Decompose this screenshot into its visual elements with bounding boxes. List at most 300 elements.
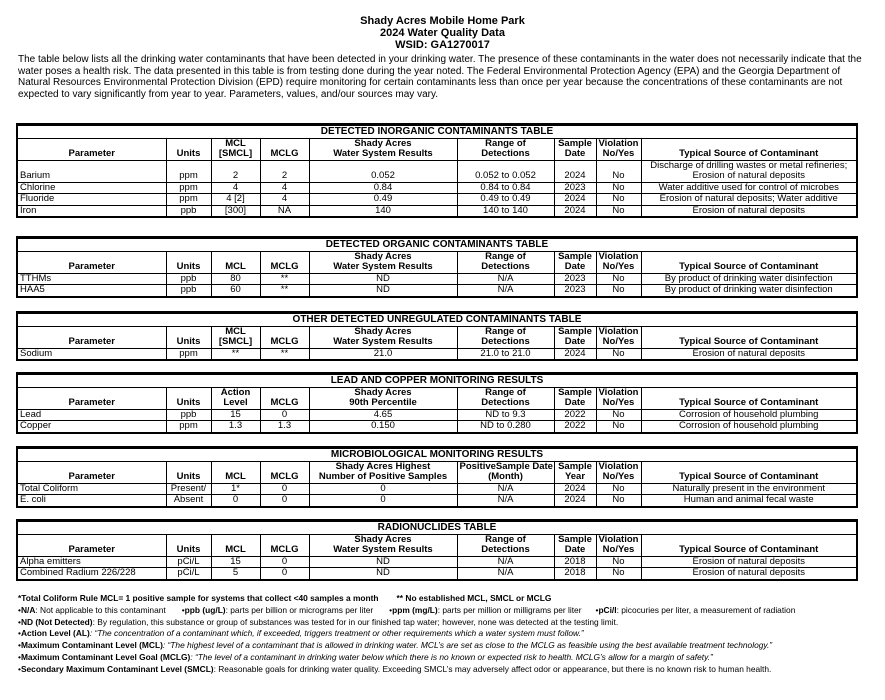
nd-text: : By regulation, this substance or group of substances was tested for in our finished tap water; however, none was detected at the testing limit. (92, 616, 619, 627)
column-header (166, 387, 211, 409)
ppm-text: : parts per million or milligrams per liter (437, 604, 582, 615)
table-cell: ND (309, 273, 457, 285)
column-header-line: Detections (481, 544, 530, 555)
column-header (166, 251, 211, 273)
mclg-text: : “The level of a contaminant in drinking water below which there is no known or expected risk to health. MCLG’s allow for a margin of safety.” (190, 651, 713, 662)
column-header (596, 138, 641, 160)
column-header-line: PositiveSample Date (459, 461, 553, 472)
column-header (309, 387, 457, 409)
table-row (18, 483, 856, 495)
column-header-line: Violation (598, 326, 639, 337)
table-cell: 15 (211, 409, 260, 421)
table-cell: 140 to 140 (457, 205, 554, 216)
column-header (211, 387, 260, 409)
column-header-line: Parameter (68, 397, 115, 408)
column-header-line: Date (564, 336, 586, 347)
table-cell: 0.84 to 0.84 (457, 182, 554, 194)
al-text: : “The concentration of a contaminant which, if exceeded, triggers treatment or other requirements which a water system must follow.” (89, 628, 584, 639)
column-header (641, 326, 856, 348)
footnote-mcl: •Maximum Contaminant Level (MCL): “The highest level of a contaminant that is allowed in drinking water. MCL’s are set as close to the MCLG as feasible using the best available treatment technology.” (18, 640, 773, 651)
column-header-line: Violation (598, 387, 639, 398)
column-header (309, 138, 457, 160)
mclg-label: Maximum Contaminant Level Goal (MCLG) (20, 651, 191, 662)
table-row (18, 421, 856, 432)
column-header (641, 387, 856, 409)
table-cell: 0 (260, 556, 309, 568)
table-cell: 2022 (554, 409, 596, 421)
table-row (18, 194, 856, 206)
table-cell: 2024 (554, 205, 596, 216)
column-header-line: Water System Results (333, 261, 433, 272)
column-header (596, 251, 641, 273)
column-header (309, 326, 457, 348)
table-cell: No (596, 205, 641, 216)
column-header (457, 534, 554, 556)
column-header (554, 138, 596, 160)
column-header-line: Sample (558, 387, 592, 398)
column-header-line: Parameter (68, 148, 115, 159)
radionuclides-table (16, 519, 858, 581)
table-cell: ND to 9.3 (457, 409, 554, 421)
table-cell: 0.49 to 0.49 (457, 194, 554, 206)
microbiological-table (16, 446, 858, 508)
table-cell: ppm (166, 182, 211, 194)
footnote-smcl: •Secondary Maximum Contaminant Level (SMCL): Reasonable goals for drinking water quality. Exceeding SMCL’s may adversely affect odor or appearance, but there is no known risk to human health. (18, 663, 772, 674)
footnote-nd: •ND (Not Detected): By regulation, this substance or group of substances was tested for in our finished tap water; however, none was detected at the testing limit. (18, 616, 619, 627)
table-cell: 21.0 (309, 348, 457, 359)
column-header-line: Range of (485, 534, 526, 545)
column-header-line: Typical Source of Contaminant (679, 397, 819, 408)
na-text: : Not applicable to this contaminant (35, 604, 166, 615)
table-row (18, 273, 856, 285)
column-header (457, 461, 554, 483)
column-header (260, 138, 309, 160)
column-header-line: Typical Source of Contaminant (679, 471, 819, 482)
column-header (309, 251, 457, 273)
column-header (18, 251, 166, 273)
table-cell: Lead (18, 409, 166, 421)
column-header-line: MCL (225, 261, 246, 272)
table-cell: No (596, 421, 641, 432)
organic-table (16, 236, 858, 298)
table-cell: Total Coliform (18, 483, 166, 495)
column-header (554, 251, 596, 273)
column-header-line: Sample (558, 138, 592, 149)
column-header-line: No/Yes (602, 261, 635, 272)
column-header (457, 251, 554, 273)
table-cell: Erosion of natural deposits (641, 568, 856, 579)
column-header (641, 138, 856, 160)
table-cell: 140 (309, 205, 457, 216)
table-cell: By product of drinking water disinfection (641, 273, 856, 285)
column-header (596, 326, 641, 348)
column-header-line: No/Yes (602, 471, 635, 482)
table-cell: Naturally present in the environment (641, 483, 856, 495)
table-cell: 4 (260, 194, 309, 206)
column-header-line: MCLG (270, 471, 299, 482)
table-cell: Water additive used for control of microbes (641, 182, 856, 194)
column-header (457, 326, 554, 348)
column-header-line: Water System Results (333, 148, 433, 159)
no-established-note: ** No established MCL, SMCL or MCLG (396, 593, 552, 603)
nd-label: ND (Not Detected) (20, 616, 93, 627)
table-cell: Barium (18, 160, 166, 182)
table-cell: ND (309, 556, 457, 568)
column-header-line: Date (564, 261, 586, 272)
column-header-line: No/Yes (602, 397, 635, 408)
table-cell: 2022 (554, 421, 596, 432)
column-header-line: Shady Acres (354, 387, 412, 398)
column-header-line: Water System Results (333, 336, 433, 347)
table-row (18, 348, 856, 359)
table-cell: Fluoride (18, 194, 166, 206)
column-header (211, 326, 260, 348)
table-cell: No (596, 273, 641, 285)
wsid: WSID: GA1270017 (395, 39, 490, 51)
column-header (309, 534, 457, 556)
table-cell: Alpha emitters (18, 556, 166, 568)
column-header (211, 461, 260, 483)
column-header-line: Violation (598, 461, 639, 472)
column-header-line: No/Yes (602, 336, 635, 347)
table-cell: No (596, 160, 641, 182)
column-header (596, 387, 641, 409)
column-header-line: Shady Acres (354, 534, 412, 545)
table-cell: 0 (309, 495, 457, 506)
table-cell: ppb (166, 285, 211, 296)
column-header (18, 326, 166, 348)
column-header (18, 461, 166, 483)
column-header-line: Shady Acres Highest (335, 461, 431, 472)
table-title: DETECTED INORGANIC CONTAMINANTS TABLE (18, 126, 856, 139)
table-title: RADIONUCLIDES TABLE (18, 522, 856, 535)
table-cell: ** (260, 273, 309, 285)
column-header-line: Typical Source of Contaminant (679, 336, 819, 347)
footnote-al: •Action Level (AL): “The concentration of a contaminant which, if exceeded, triggers treatment or other requirements which a water system must follow.” (18, 628, 584, 639)
column-header (641, 534, 856, 556)
table-row (18, 495, 856, 506)
table-cell: 0 (260, 483, 309, 495)
table-cell: 0 (260, 495, 309, 506)
column-header-line: Sample (558, 326, 592, 337)
table-cell: Erosion of natural deposits (641, 348, 856, 359)
column-header (211, 138, 260, 160)
column-header-line: Level (223, 397, 248, 408)
table-cell: 21.0 to 21.0 (457, 348, 554, 359)
column-header (641, 461, 856, 483)
column-header-line: Sample (558, 534, 592, 545)
column-header-line: Shady Acres (354, 251, 412, 262)
column-header-line: Units (176, 148, 201, 159)
table-cell: E. coli (18, 495, 166, 506)
table-cell: ** (260, 348, 309, 359)
table-cell: ppm (166, 348, 211, 359)
table-cell: [300] (211, 205, 260, 216)
table-cell: No (596, 194, 641, 206)
table-title: MICROBIOLOGICAL MONITORING RESULTS (18, 449, 856, 462)
table-cell: N/A (457, 285, 554, 296)
lead-copper-table (16, 372, 858, 434)
column-header-line: Violation (598, 138, 639, 149)
table-cell: No (596, 348, 641, 359)
table-cell: ** (260, 285, 309, 296)
table-cell: No (596, 182, 641, 194)
table-cell: 0 (211, 495, 260, 506)
column-header-line: Number of Positive Samples (318, 471, 448, 482)
table-cell: 4.65 (309, 409, 457, 421)
column-header-line: [SMCL] (218, 148, 253, 159)
column-header (554, 387, 596, 409)
column-header-line: MCLG (270, 397, 299, 408)
column-header-line: Typical Source of Contaminant (679, 261, 819, 272)
column-header (166, 138, 211, 160)
column-header-line: Violation (598, 251, 639, 262)
table-cell: No (596, 568, 641, 579)
table-cell: Corrosion of household plumbing (641, 409, 856, 421)
table-row (18, 285, 856, 296)
column-header-line: Action (220, 387, 251, 398)
column-header-line: Violation (598, 534, 639, 545)
table-cell: 15 (211, 556, 260, 568)
column-header-line: Shady Acres (354, 138, 412, 149)
column-header (554, 534, 596, 556)
footnote-line-1 (18, 593, 868, 605)
table-cell: ** (211, 348, 260, 359)
table-cell: 2 (260, 160, 309, 182)
column-header-line: Range of (485, 387, 526, 398)
column-header (457, 387, 554, 409)
table-cell: N/A (457, 273, 554, 285)
ppb-text: : parts per billion or micrograms per liter (225, 604, 374, 615)
column-header-line: Typical Source of Contaminant (679, 148, 819, 159)
coliform-rule-note: *Total Coliform Rule MCL= 1 positive sample for systems that collect <40 samples a month (18, 593, 379, 603)
table-cell: N/A (457, 495, 554, 506)
table-title: DETECTED ORGANIC CONTAMINANTS TABLE (18, 239, 856, 252)
table-row (18, 182, 856, 194)
column-header-line: Sample (558, 461, 592, 472)
mcl-text: : “The highest level of a contaminant that is allowed in drinking water. MCL’s are set as close to the MCLG as feasible using the best available treatment technology.” (162, 640, 773, 651)
table-cell: 2023 (554, 285, 596, 296)
column-header (211, 534, 260, 556)
table-row (18, 409, 856, 421)
table-cell: 0 (260, 568, 309, 579)
table-cell: Combined Radium 226/228 (18, 568, 166, 579)
table-cell: N/A (457, 483, 554, 495)
table-cell: 4 [2] (211, 194, 260, 206)
column-header-line: MCL (225, 544, 246, 555)
table-cell: pCi/L (166, 568, 211, 579)
table-cell: ppb (166, 409, 211, 421)
column-header-line: Shady Acres (354, 326, 412, 337)
column-header-line: 90th Percentile (349, 397, 417, 408)
table-cell: 2024 (554, 495, 596, 506)
column-header-line: MCLG (270, 261, 299, 272)
column-header-line: Units (176, 261, 201, 272)
column-header (554, 461, 596, 483)
table-cell: N/A (457, 556, 554, 568)
mcl-label: Maximum Contaminant Level (MCL) (20, 640, 163, 651)
column-header-line: Date (564, 148, 586, 159)
column-header-line: MCL (225, 471, 246, 482)
column-header (596, 461, 641, 483)
table-cell: No (596, 409, 641, 421)
table-cell: 2024 (554, 160, 596, 182)
table-cell: No (596, 483, 641, 495)
column-header-line: Units (176, 397, 201, 408)
column-header-line: Range of (485, 326, 526, 337)
table-cell: Copper (18, 421, 166, 432)
table-cell: N/A (457, 568, 554, 579)
column-header (309, 461, 457, 483)
column-header-line: Detections (481, 261, 530, 272)
table-cell: ND (309, 285, 457, 296)
column-header (211, 251, 260, 273)
ppb-label: ppb (ug/L) (184, 604, 226, 615)
table-cell: Erosion of natural deposits (641, 205, 856, 216)
ppm-label: ppm (mg/L) (392, 604, 438, 615)
footnote-units: •N/A: Not applicable to this contaminant •ppb (ug/L): parts per billion or micrograms per liter •ppm (mg/L): parts per million or milligrams per liter •pCi/l: picocuries per liter, a measurement of radiation (18, 604, 796, 615)
column-header (641, 251, 856, 273)
table-cell: No (596, 285, 641, 296)
column-header-line: Sample (558, 251, 592, 262)
column-header-line: MCL (225, 138, 246, 149)
pci-text: : picocuries per liter, a measurement of radiation (616, 604, 796, 615)
table-cell: 80 (211, 273, 260, 285)
table-cell: Chlorine (18, 182, 166, 194)
table-cell: 0.49 (309, 194, 457, 206)
column-header-line: Parameter (68, 544, 115, 555)
column-header (18, 138, 166, 160)
column-header-line: Detections (481, 336, 530, 347)
column-header-line: Units (176, 471, 201, 482)
column-header-line: Units (176, 544, 201, 555)
table-cell: 0.052 to 0.052 (457, 160, 554, 182)
table-cell: Iron (18, 205, 166, 216)
table-cell: HAA5 (18, 285, 166, 296)
report-title: 2024 Water Quality Data (380, 27, 505, 39)
column-header (554, 326, 596, 348)
table-cell: 2023 (554, 182, 596, 194)
table-cell: ND (309, 568, 457, 579)
table-cell: 1* (211, 483, 260, 495)
table-cell: 4 (260, 182, 309, 194)
column-header-line: (Month) (488, 471, 523, 482)
column-header-line: Detections (481, 148, 530, 159)
column-header (260, 387, 309, 409)
footnote-mclg: •Maximum Contaminant Level Goal (MCLG): “The level of a contaminant in drinking water below which there is no known or expected risk to health. MCLG’s allow for a margin of safety.” (18, 651, 713, 662)
column-header (457, 138, 554, 160)
column-header-line: Range of (485, 251, 526, 262)
table-title: LEAD AND COPPER MONITORING RESULTS (18, 375, 856, 388)
column-header (260, 251, 309, 273)
column-header (260, 461, 309, 483)
table-cell: 1.3 (211, 421, 260, 432)
column-header-line: Date (564, 544, 586, 555)
table-cell: 2023 (554, 273, 596, 285)
table-cell: No (596, 556, 641, 568)
table-cell: ppm (166, 421, 211, 432)
column-header-line: No/Yes (602, 544, 635, 555)
column-header-line: No/Yes (602, 148, 635, 159)
column-header-line: Date (564, 397, 586, 408)
table-cell: 0.052 (309, 160, 457, 182)
table-cell: 2018 (554, 568, 596, 579)
table-cell: 0 (260, 409, 309, 421)
column-header (596, 534, 641, 556)
table-cell: 60 (211, 285, 260, 296)
table-cell: ND to 0.280 (457, 421, 554, 432)
column-header (260, 326, 309, 348)
table-cell: NA (260, 205, 309, 216)
table-cell: Discharge of drilling wastes or metal refineries; Erosion of natural deposits (641, 160, 856, 182)
table-cell: 1.3 (260, 421, 309, 432)
column-header (166, 534, 211, 556)
table-cell: 5 (211, 568, 260, 579)
table-title: OTHER DETECTED UNREGULATED CONTAMINANTS TABLE (18, 314, 856, 327)
column-header-line: Parameter (68, 471, 115, 482)
table-cell: Sodium (18, 348, 166, 359)
table-cell: ppm (166, 160, 211, 182)
column-header (166, 461, 211, 483)
table-cell: pCi/L (166, 556, 211, 568)
column-header-line: Parameter (68, 261, 115, 272)
table-cell: 2024 (554, 483, 596, 495)
table-row (18, 160, 856, 182)
table-cell: TTHMs (18, 273, 166, 285)
column-header-line: MCLG (270, 148, 299, 159)
table-cell: 0.150 (309, 421, 457, 432)
inorganic-table (16, 123, 858, 218)
table-cell: Erosion of natural deposits; Water additive (641, 194, 856, 206)
column-header-line: MCLG (270, 336, 299, 347)
intro-paragraph: The table below lists all the drinking water contaminants that have been detected in your drinking water. The presence of these contaminants in the water does not necessarily indicate that the water poses a health risk. The data presented in this table is from testing done during the year noted. The Federal Environmental Protection Agency (EPA) and the Georgia Department of Natural Resources Environmental Protection Division (EPD) require monitoring for certain contaminants less than once per year because the concentrations of these contaminants are not expected to vary significantly from year to year. Parameters, values, and/our sources may vary. (18, 54, 862, 100)
column-header-line: Units (176, 336, 201, 347)
table-cell: 0.84 (309, 182, 457, 194)
table-row (18, 568, 856, 579)
report-header (0, 15, 885, 51)
footnotes (18, 593, 868, 676)
column-header-line: Parameter (68, 336, 115, 347)
table-cell: 2024 (554, 194, 596, 206)
table-cell: ppb (166, 273, 211, 285)
table-cell: Human and animal fecal waste (641, 495, 856, 506)
pci-label: pCi/l (598, 604, 617, 615)
column-header-line: MCLG (270, 544, 299, 555)
table-cell: 4 (211, 182, 260, 194)
table-cell: ppm (166, 194, 211, 206)
table-cell: No (596, 495, 641, 506)
smcl-label: Secondary Maximum Contaminant Level (SMCL) (20, 663, 214, 674)
column-header (260, 534, 309, 556)
table-cell: ppb (166, 205, 211, 216)
table-cell: 2018 (554, 556, 596, 568)
smcl-text: : Reasonable goals for drinking water quality. Exceeding SMCL’s may adversely affect odor or appearance, but there is no known risk to human health. (213, 663, 772, 674)
table-cell: By product of drinking water disinfection (641, 285, 856, 296)
column-header-line: [SMCL] (218, 336, 253, 347)
table-cell: 2024 (554, 348, 596, 359)
column-header-line: Water System Results (333, 544, 433, 555)
table-row (18, 205, 856, 216)
table-cell: Absent (166, 495, 211, 506)
unregulated-table (16, 311, 858, 361)
column-header-line: Year (564, 471, 586, 482)
column-header-line: Detections (481, 397, 530, 408)
table-cell: Erosion of natural deposits (641, 556, 856, 568)
table-cell: Corrosion of household plumbing (641, 421, 856, 432)
na-label: N/A (20, 604, 36, 615)
table-cell: Present/ (166, 483, 211, 495)
column-header-line: Typical Source of Contaminant (679, 544, 819, 555)
